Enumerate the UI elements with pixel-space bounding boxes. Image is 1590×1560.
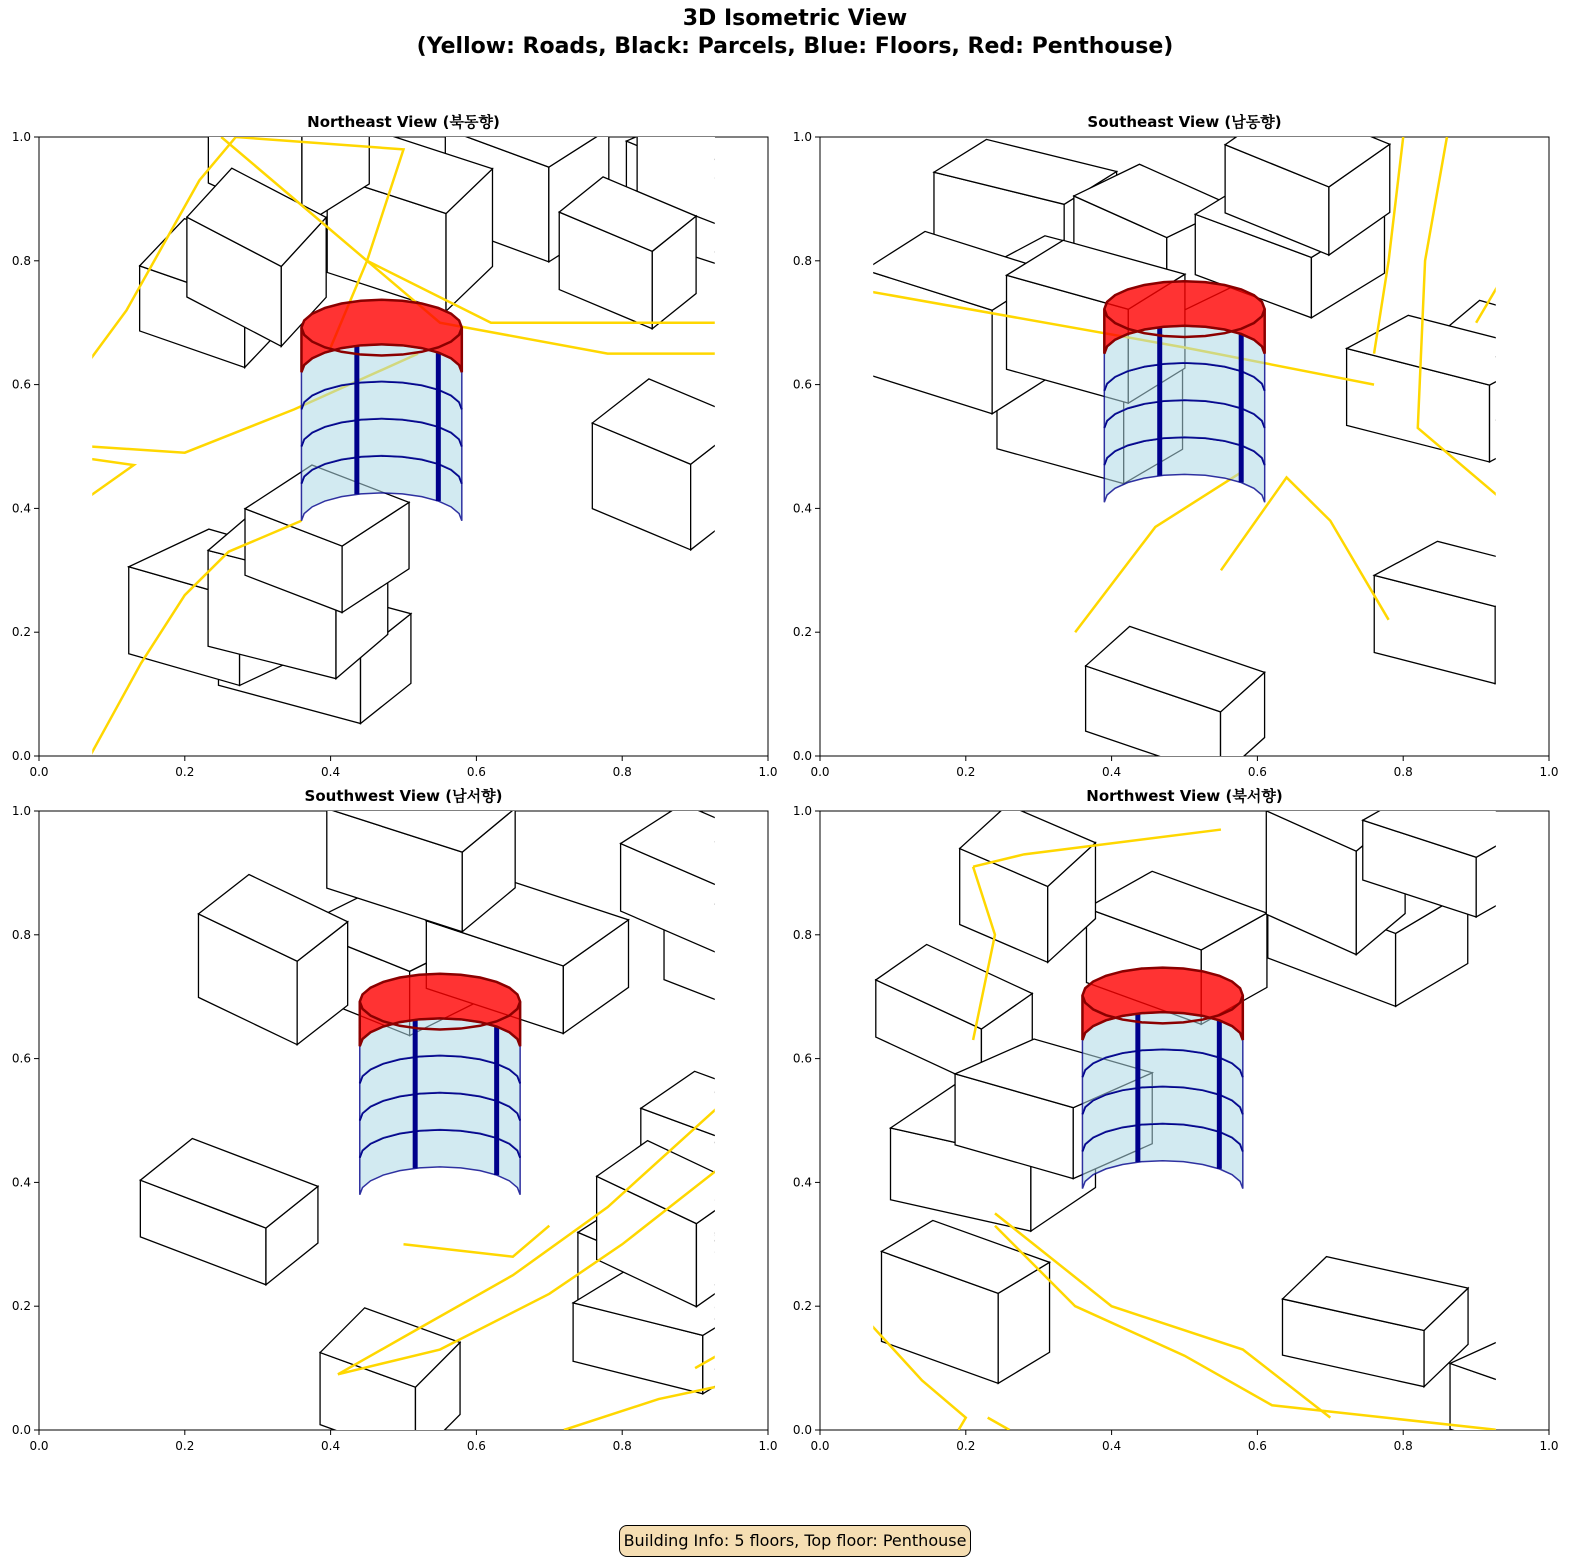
panel-title: Northwest View (북서향) (1086, 787, 1283, 805)
y-tick-label: 0.4 (792, 501, 812, 516)
y-tick-label: 1.0 (792, 804, 812, 818)
x-tick-label: 0.4 (321, 765, 341, 779)
x-tick-label: 0.8 (612, 1439, 632, 1453)
panel-title: Southwest View (남서향) (304, 787, 503, 805)
x-tick-label: 0.2 (175, 1439, 195, 1453)
x-tick-label: 0.8 (612, 765, 632, 779)
y-tick-label: 1.0 (792, 130, 812, 144)
y-tick-label: 0.6 (11, 377, 31, 392)
building-info-box: Building Info: 5 floors, Top floor: Penthouse (619, 1525, 971, 1557)
parcel-building-side-face (1570, 340, 1590, 442)
parcel-building-top-face (637, 59, 801, 132)
parcel-building-side-face (1582, 1374, 1590, 1475)
panel-title: Northeast View (북동향) (307, 113, 500, 131)
x-tick-label: 0.4 (1102, 1439, 1122, 1453)
x-tick-label: 0.6 (466, 1439, 486, 1453)
y-tick-label: 0.4 (11, 501, 31, 516)
chart-panel-4 (793, 770, 1590, 1476)
x-tick-label: 0.8 (1393, 1439, 1413, 1453)
x-tick-label: 0.8 (1393, 765, 1413, 779)
building-tower (301, 300, 461, 521)
y-tick-label: 0.2 (792, 1299, 812, 1314)
x-tick-label: 0.0 (29, 765, 49, 779)
x-tick-label: 0.0 (810, 1439, 830, 1453)
y-tick-label: 0.8 (11, 253, 31, 268)
y-tick-label: 0.6 (792, 377, 812, 392)
y-tick-label: 0.4 (792, 1175, 812, 1190)
y-tick-label: 0.8 (11, 927, 31, 942)
y-tick-label: 0.4 (11, 1175, 31, 1190)
figure-title: 3D Isometric View (682, 6, 908, 31)
parcel-building-side-face (775, 884, 825, 1022)
y-tick-label: 1.0 (11, 130, 31, 144)
x-tick-label: 1.0 (1539, 1439, 1559, 1453)
x-tick-label: 0.0 (29, 1439, 49, 1453)
y-tick-label: 0.6 (11, 1051, 31, 1066)
chart-panel-1 (12, 44, 845, 779)
figure-subtitle: (Yellow: Roads, Black: Parcels, Blue: Floors, Red: Penthouse) (416, 34, 1174, 59)
y-tick-label: 0.0 (11, 1423, 31, 1437)
x-tick-label: 0.6 (1247, 1439, 1267, 1453)
y-tick-label: 0.0 (11, 749, 31, 763)
y-tick-label: 0.6 (792, 1051, 812, 1066)
y-tick-label: 0.2 (11, 1299, 31, 1314)
x-tick-label: 1.0 (758, 1439, 778, 1453)
building-tower (360, 974, 520, 1195)
building-tower (1082, 968, 1242, 1189)
y-tick-label: 0.8 (792, 253, 812, 268)
x-tick-label: 0.4 (321, 1439, 341, 1453)
x-tick-label: 0.0 (810, 765, 830, 779)
y-tick-label: 0.8 (792, 927, 812, 942)
x-tick-label: 0.6 (466, 765, 486, 779)
chart-panel-3 (12, 765, 837, 1460)
x-tick-label: 1.0 (1539, 765, 1559, 779)
x-tick-label: 0.2 (175, 765, 195, 779)
y-tick-label: 1.0 (11, 804, 31, 818)
x-tick-label: 0.2 (956, 1439, 976, 1453)
x-tick-label: 0.4 (1102, 765, 1122, 779)
x-tick-label: 0.6 (1247, 765, 1267, 779)
chart-panel-2 (793, 102, 1590, 779)
building-tower (1104, 281, 1264, 502)
panel-title: Southeast View (남동향) (1087, 113, 1282, 131)
y-tick-label: 0.0 (792, 1423, 812, 1437)
x-tick-label: 1.0 (758, 765, 778, 779)
x-tick-label: 0.2 (956, 765, 976, 779)
y-tick-label: 0.0 (792, 749, 812, 763)
y-tick-label: 0.2 (11, 625, 31, 640)
y-tick-label: 0.2 (792, 625, 812, 640)
